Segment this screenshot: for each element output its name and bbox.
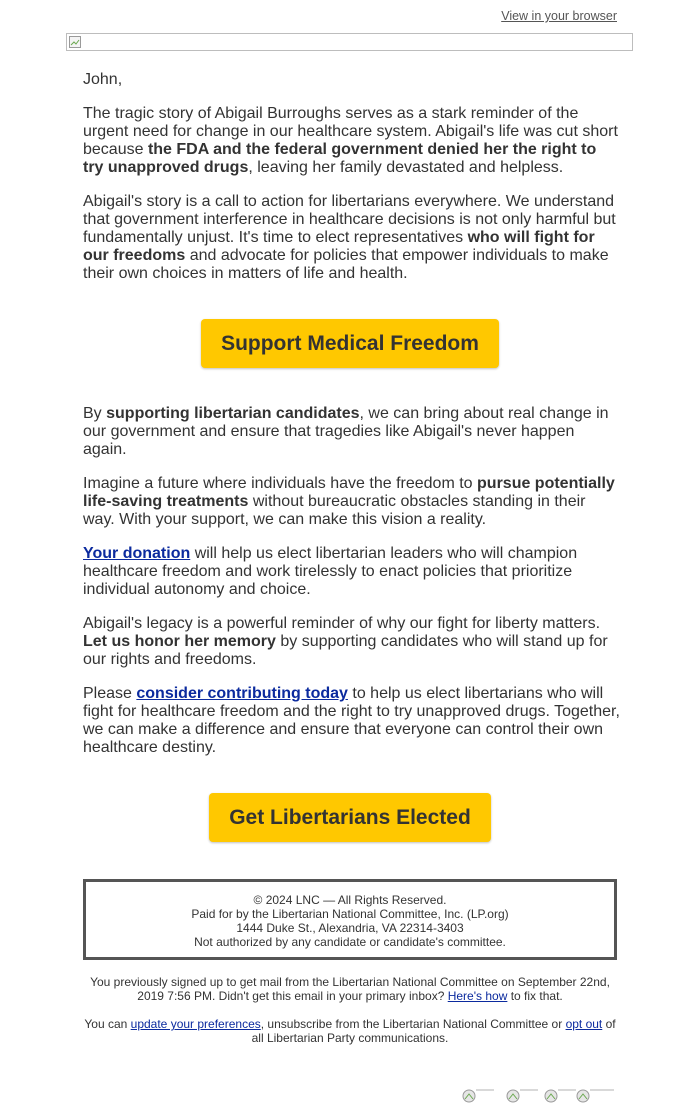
disclaimer-line: Not authorized by any candidate or candidate's committee. [194,935,506,949]
paragraph-3-tail: , we can bring about real change in our government and ensure that tragedies like Abigail's never happen again. [83,405,609,458]
youtube-icon[interactable] [576,1085,610,1103]
signup-notice-text: You previously signed up to get mail from the Libertarian National Committee on September 22nd, 2019 7:56 PM. Didn't get this email in your primary inbox? [90,975,610,1003]
address-line: 1444 Duke St., Alexandria, VA 22314-3403 [236,921,464,935]
paragraph-3-bold: supporting libertarian candidates [106,405,360,422]
paragraph-1-bold: the FDA and the federal government denied her the right to try unapproved drugs [83,141,597,176]
paragraph-6-tail: by supporting candidates who will stand up for our rights and freedoms. [83,633,608,668]
consider-contributing-link[interactable]: consider contributing today [136,685,348,702]
paragraph-3 [83,405,620,459]
paragraph-2 [83,193,620,283]
preferences-notice [83,1017,617,1045]
paragraph-6-bold: Let us honor her memory [83,633,276,650]
paragraph-1 [83,105,620,177]
paragraph-1-tail: , leaving her family devastated and helpless. [248,159,564,176]
paragraph-2-bold: who will fight for our freedoms [83,229,595,264]
preferences-middle: , unsubscribe from the Libertarian National Committee or [260,1017,566,1031]
paragraph-2-text: Abigail's story is a call to action for libertarians everywhere. We understand that government interference in healthcare decisions is not only harmful but fundamentally unjust. It's time to elect representatives [83,193,616,246]
signup-notice [83,975,617,1003]
legal-footer-box [83,879,617,960]
twitter-icon[interactable] [506,1085,540,1103]
paragraph-3-text: By [83,405,107,422]
copyright-line: © 2024 LNC — All Rights Reserved. [253,893,447,907]
your-donation-link[interactable]: Your donation [83,545,191,562]
paragraph-2-tail: and advocate for policies that empower individuals to make their own choices in matters of life and health. [83,247,609,282]
paragraph-6-text: Abigail's legacy is a powerful reminder of why our fight for liberty matters. [83,615,601,632]
paragraph-4-bold: pursue potentially life-saving treatments [83,475,615,510]
paragraph-7-tail: to help us elect libertarians who will fight for healthcare freedom and the right to try unapproved drugs. Together, we can make a difference and ensure that everyone can control their own healthcare destiny. [83,685,620,756]
header-banner-image [66,33,633,51]
paragraph-7-text: Please [83,685,137,702]
get-libertarians-elected-button[interactable]: Get Libertarians Elected [209,793,491,842]
paragraph-5-tail: will help us elect libertarian leaders who will champion healthcare freedom and work tirelessly to enact policies that prioritize individual autonomy and choice. [83,545,578,598]
instagram-icon[interactable] [544,1085,578,1103]
paragraph-4-text: Imagine a future where individuals have the freedom to [83,475,478,492]
opt-out-link[interactable]: opt out [565,1017,603,1031]
facebook-icon[interactable] [462,1085,496,1103]
update-preferences-link[interactable]: update your preferences [130,1017,261,1031]
paragraph-6 [83,615,620,669]
paragraph-5 [83,545,620,599]
broken-image-icon [69,36,81,48]
view-in-browser-link[interactable]: View in your browser [501,9,617,23]
paragraph-1-text: The tragic story of Abigail Burroughs serves as a stark reminder of the urgent need for change in our healthcare system. Abigail's life was cut short because [83,105,618,158]
paragraph-4 [83,475,620,529]
paid-for-line: Paid for by the Libertarian National Committee, Inc. (LP.org) [191,907,509,921]
preferences-tail: of all Libertarian Party communications. [251,1017,616,1045]
greeting: John, [83,71,123,88]
heres-how-link[interactable]: Here's how [447,989,508,1003]
preferences-text: You can [84,1017,131,1031]
signup-notice-tail: to fix that. [507,989,563,1003]
paragraph-4-tail: without bureaucratic obstacles standing in their way. With your support, we can make this vision a reality. [83,493,586,528]
support-medical-freedom-button[interactable]: Support Medical Freedom [201,319,499,368]
paragraph-7 [83,685,620,757]
social-links [462,1085,622,1105]
